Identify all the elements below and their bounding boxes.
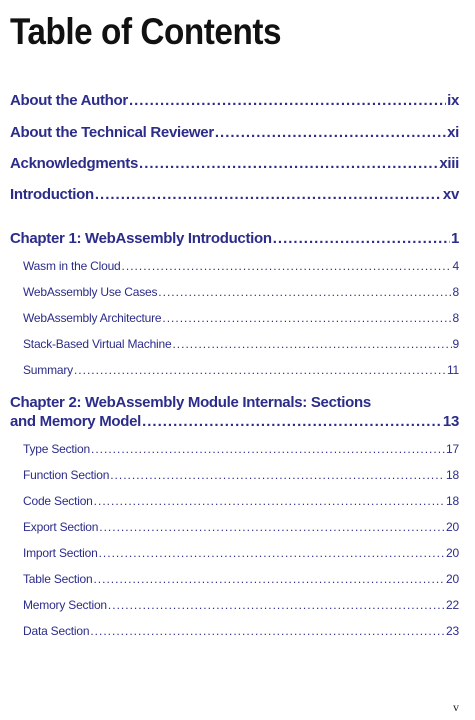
dot-leader — [172, 337, 451, 351]
toc-section-page: 18 — [446, 494, 459, 508]
toc-section-label: Summary — [23, 363, 73, 377]
toc-entry-page: xi — [447, 124, 459, 141]
dot-leader — [129, 92, 446, 109]
dot-leader — [162, 311, 451, 325]
toc-section-page: 17 — [446, 442, 459, 456]
dot-leader — [158, 285, 451, 299]
toc-entry-introduction[interactable] — [10, 186, 459, 203]
toc-section-label: Data Section — [23, 624, 90, 638]
toc-section-label: Memory Section — [23, 598, 107, 612]
toc-section-label: Wasm in the Cloud — [23, 259, 121, 273]
toc-entry-label: Acknowledgments — [10, 155, 139, 172]
toc-section-summary[interactable] — [23, 363, 459, 377]
toc-entry-label: Introduction — [10, 186, 94, 203]
toc-section-label: Export Section — [23, 520, 99, 534]
toc-section-export[interactable] — [23, 520, 459, 534]
toc-section-label: WebAssembly Use Cases — [23, 285, 158, 299]
toc-section-label: WebAssembly Architecture — [23, 311, 162, 325]
dot-leader — [93, 572, 445, 586]
toc-entry-page: xiii — [439, 155, 459, 172]
toc-section-label: Function Section — [23, 468, 110, 482]
toc-chapter-title: and Memory Model — [10, 413, 142, 430]
toc-section-page: 8 — [452, 285, 459, 299]
toc-chapter-1[interactable] — [10, 230, 459, 247]
toc-section-wasm-in-cloud[interactable] — [23, 259, 459, 273]
toc-section-import[interactable] — [23, 546, 459, 560]
page-folio: v — [453, 700, 459, 714]
dot-leader — [91, 442, 445, 456]
toc-section-code[interactable] — [23, 494, 459, 508]
toc-section-table[interactable] — [23, 572, 459, 586]
toc-section-label: Stack-Based Virtual Machine — [23, 337, 172, 351]
toc-section-page: 4 — [452, 259, 459, 273]
dot-leader — [122, 259, 452, 273]
toc-section-label: Type Section — [23, 442, 90, 456]
toc-section-label: Code Section — [23, 494, 93, 508]
toc-section-use-cases[interactable] — [23, 285, 459, 299]
dot-leader — [139, 155, 438, 172]
toc-chapter-2-title-line1[interactable]: Chapter 2: WebAssembly Module Internals: Sections — [10, 394, 371, 411]
toc-entry-page: ix — [447, 92, 459, 109]
toc-section-data[interactable] — [23, 624, 459, 638]
toc-section-page: 22 — [446, 598, 459, 612]
toc-section-label: Import Section — [23, 546, 98, 560]
toc-section-page: 9 — [452, 337, 459, 351]
toc-entry-label: About the Technical Reviewer — [10, 124, 214, 141]
page-title: Table of Contents — [10, 11, 282, 52]
toc-section-page: 20 — [446, 520, 459, 534]
toc-section-stack-vm[interactable] — [23, 337, 459, 351]
dot-leader — [90, 624, 445, 638]
toc-chapter-page: 13 — [442, 413, 459, 430]
dot-leader — [95, 186, 442, 203]
toc-chapter-2[interactable] — [10, 413, 459, 430]
dot-leader — [94, 494, 445, 508]
toc-section-page: 23 — [446, 624, 459, 638]
toc-chapter-page: 1 — [450, 230, 459, 247]
toc-entry-page: xv — [442, 186, 459, 203]
dot-leader — [110, 468, 445, 482]
dot-leader — [273, 230, 450, 247]
toc-chapter-title: Chapter 1: WebAssembly Introduction — [10, 230, 272, 247]
toc-section-function[interactable] — [23, 468, 459, 482]
toc-section-page: 8 — [452, 311, 459, 325]
toc-section-page: 20 — [446, 572, 459, 586]
toc-section-type[interactable] — [23, 442, 459, 456]
dot-leader — [74, 363, 446, 377]
dot-leader — [215, 124, 446, 141]
toc-entry-acknowledgments[interactable] — [10, 155, 459, 172]
toc-section-page: 20 — [446, 546, 459, 560]
dot-leader — [99, 546, 445, 560]
toc-section-page: 11 — [446, 363, 459, 377]
toc-section-page: 18 — [446, 468, 459, 482]
toc-entry-technical-reviewer[interactable] — [10, 124, 459, 141]
toc-entry-label: About the Author — [10, 92, 128, 109]
toc-entry-about-author[interactable] — [10, 92, 459, 109]
dot-leader — [142, 413, 442, 430]
toc-section-architecture[interactable] — [23, 311, 459, 325]
dot-leader — [99, 520, 445, 534]
toc-section-label: Table Section — [23, 572, 93, 586]
toc-section-memory[interactable] — [23, 598, 459, 612]
dot-leader — [108, 598, 445, 612]
